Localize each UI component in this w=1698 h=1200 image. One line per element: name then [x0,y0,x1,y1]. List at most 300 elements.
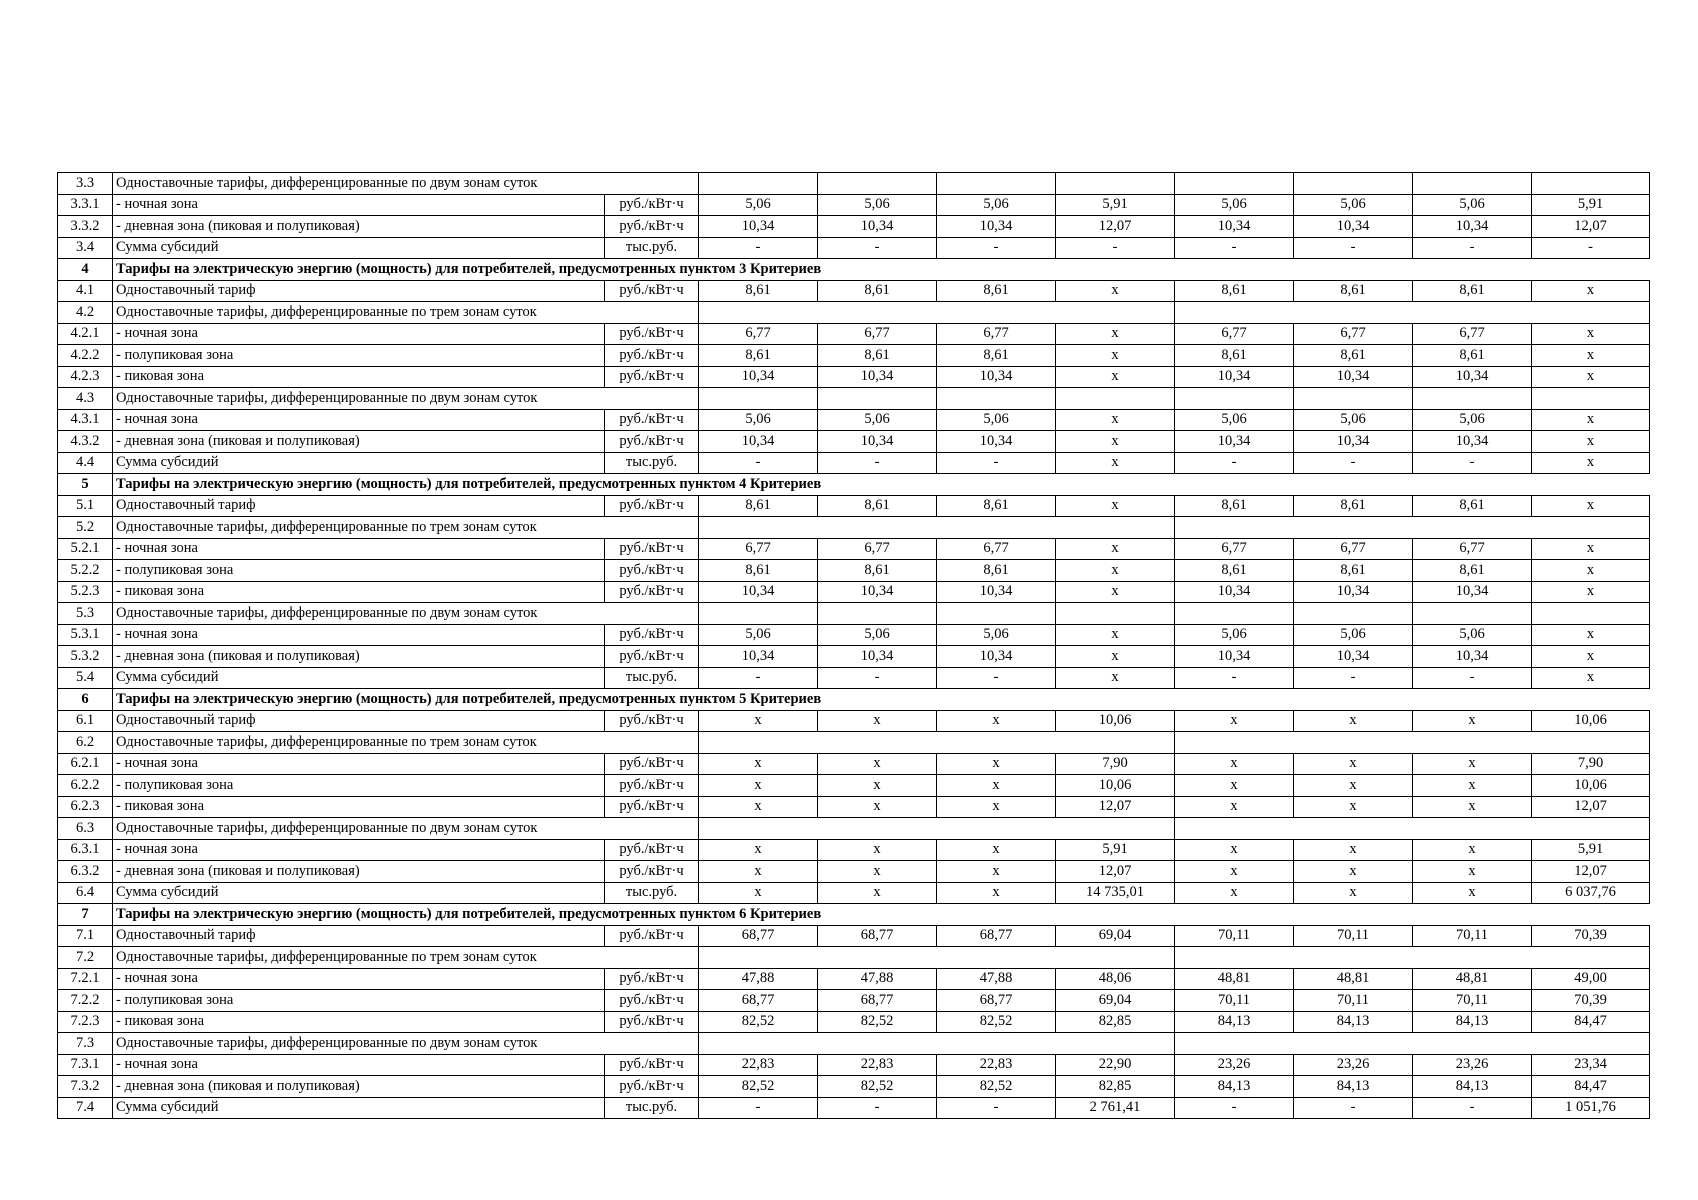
value-cell: 6,77 [818,538,937,560]
value-cell: - [937,667,1056,689]
row-number: 6.1 [58,710,113,732]
row-number: 5.2.3 [58,581,113,603]
value-cell: - [1175,452,1294,474]
value-cell: x [1532,345,1650,367]
row-label: - дневная зона (пиковая и полупиковая) [113,431,605,453]
value-cell: 68,77 [699,990,818,1012]
unit-cell: руб./кВт·ч [605,366,699,388]
value-cell: x [1532,646,1650,668]
value-cell: 49,00 [1532,968,1650,990]
row-number: 4.4 [58,452,113,474]
group-row [58,1033,1650,1055]
row-number: 5.1 [58,495,113,517]
empty-cell [699,173,818,195]
value-cell: 10,34 [937,216,1056,238]
value-cell: 8,61 [1413,560,1532,582]
row-label: - пиковая зона [113,581,605,603]
table-row [58,237,1650,259]
value-cell: x [1413,882,1532,904]
value-cell: - [818,237,937,259]
value-cell: 68,77 [818,925,937,947]
value-cell: - [699,452,818,474]
unit-cell: руб./кВт·ч [605,280,699,302]
value-cell: 10,34 [699,366,818,388]
value-cell: 10,34 [818,431,937,453]
value-cell: 10,06 [1056,710,1175,732]
group-title: Одноставочные тарифы, дифференцированные по трем зонам суток [113,302,699,324]
value-cell: x [818,839,937,861]
value-cell: 84,13 [1413,1076,1532,1098]
row-number: 4.3 [58,388,113,410]
empty-cell [1175,388,1294,410]
row-number: 3.3 [58,173,113,195]
row-number: 7.2 [58,947,113,969]
row-label: Сумма субсидий [113,452,605,474]
empty-cell [1413,603,1532,625]
row-number: 7.3.2 [58,1076,113,1098]
unit-cell: руб./кВт·ч [605,624,699,646]
value-cell: 70,11 [1413,990,1532,1012]
value-cell: 10,34 [1175,216,1294,238]
value-cell: 10,34 [937,431,1056,453]
value-cell: - [1413,452,1532,474]
row-label: - дневная зона (пиковая и полупиковая) [113,216,605,238]
value-cell: 10,34 [1294,366,1413,388]
value-cell: x [937,861,1056,883]
unit-cell: тыс.руб. [605,882,699,904]
value-cell: 7,90 [1056,753,1175,775]
value-cell: x [699,753,818,775]
table-row [58,1054,1650,1076]
row-number: 7.4 [58,1097,113,1119]
row-label: - пиковая зона [113,796,605,818]
value-cell: x [1294,710,1413,732]
unit-cell: руб./кВт·ч [605,581,699,603]
tariff-document [57,172,1649,1150]
value-cell: 6,77 [937,538,1056,560]
value-cell: 10,06 [1532,775,1650,797]
value-cell: 10,34 [1413,366,1532,388]
empty-cell [1175,732,1650,754]
value-cell: - [937,1097,1056,1119]
value-cell: 70,39 [1532,925,1650,947]
value-cell: 8,61 [937,280,1056,302]
row-label: - ночная зона [113,624,605,646]
empty-cell [699,732,1175,754]
value-cell: 12,07 [1532,861,1650,883]
group-row [58,517,1650,539]
value-cell: 10,06 [1532,710,1650,732]
value-cell: 23,26 [1175,1054,1294,1076]
unit-cell: руб./кВт·ч [605,968,699,990]
row-label: - ночная зона [113,323,605,345]
value-cell: 82,85 [1056,1076,1175,1098]
value-cell: 82,52 [699,1011,818,1033]
value-cell: x [1056,345,1175,367]
value-cell: x [1413,861,1532,883]
value-cell: 68,77 [699,925,818,947]
value-cell: x [1056,323,1175,345]
value-cell: 8,61 [818,495,937,517]
value-cell: x [1532,581,1650,603]
empty-cell [1532,603,1650,625]
row-number: 3.3.2 [58,216,113,238]
value-cell: x [1532,624,1650,646]
value-cell: 8,61 [1294,345,1413,367]
table-row [58,366,1650,388]
empty-cell [699,388,818,410]
value-cell: x [1056,280,1175,302]
value-cell: x [1413,710,1532,732]
row-label: - ночная зона [113,753,605,775]
unit-cell: руб./кВт·ч [605,753,699,775]
value-cell: 10,34 [699,216,818,238]
value-cell: x [699,775,818,797]
value-cell: x [1056,581,1175,603]
unit-cell: тыс.руб. [605,1097,699,1119]
value-cell: 5,06 [937,194,1056,216]
value-cell: 84,13 [1294,1076,1413,1098]
table-row [58,452,1650,474]
table-row [58,1076,1650,1098]
value-cell: 10,34 [1294,646,1413,668]
empty-cell [818,603,937,625]
value-cell: x [1413,839,1532,861]
value-cell: 84,47 [1532,1011,1650,1033]
empty-cell [937,173,1056,195]
value-cell: 5,06 [699,624,818,646]
group-title: Одноставочные тарифы, дифференцированные по трем зонам суток [113,732,699,754]
row-number: 5.3 [58,603,113,625]
unit-cell: руб./кВт·ч [605,1076,699,1098]
group-row [58,388,1650,410]
value-cell: 5,06 [1175,409,1294,431]
value-cell: 5,06 [937,409,1056,431]
value-cell: 82,85 [1056,1011,1175,1033]
group-row [58,732,1650,754]
value-cell: 82,52 [699,1076,818,1098]
value-cell: - [1175,1097,1294,1119]
value-cell: 12,07 [1532,216,1650,238]
value-cell: x [1294,839,1413,861]
row-label: - полупиковая зона [113,345,605,367]
row-label: - ночная зона [113,538,605,560]
value-cell: x [1294,753,1413,775]
value-cell: x [937,882,1056,904]
section-title: Тарифы на электрическую энергию (мощность) для потребителей, предусмотренных пунктом 4 Критериев [113,474,1650,496]
group-title: Одноставочные тарифы, дифференцированные по двум зонам суток [113,1033,699,1055]
empty-cell [699,818,1175,840]
value-cell: 10,34 [1413,581,1532,603]
value-cell: - [699,667,818,689]
row-number: 4.2.2 [58,345,113,367]
row-label: - дневная зона (пиковая и полупиковая) [113,861,605,883]
row-number: 6.2.2 [58,775,113,797]
value-cell: 5,06 [818,624,937,646]
value-cell: 5,06 [1413,194,1532,216]
unit-cell: руб./кВт·ч [605,431,699,453]
value-cell: 8,61 [1413,345,1532,367]
row-label: - полупиковая зона [113,560,605,582]
value-cell: 8,61 [1413,280,1532,302]
value-cell: 10,34 [1294,581,1413,603]
table-row [58,990,1650,1012]
value-cell: 70,11 [1413,925,1532,947]
value-cell: 8,61 [699,495,818,517]
table-row [58,925,1650,947]
value-cell: 5,06 [1175,624,1294,646]
value-cell: 10,34 [699,581,818,603]
group-title: Одноставочные тарифы, дифференцированные по трем зонам суток [113,947,699,969]
value-cell: 5,06 [818,194,937,216]
empty-cell [1294,388,1413,410]
row-number: 4 [58,259,113,281]
value-cell: - [937,452,1056,474]
empty-cell [1056,603,1175,625]
row-number: 4.3.1 [58,409,113,431]
value-cell: 48,81 [1294,968,1413,990]
row-number: 7 [58,904,113,926]
empty-cell [1056,173,1175,195]
value-cell: x [1056,409,1175,431]
value-cell: 70,11 [1175,925,1294,947]
row-number: 4.2.3 [58,366,113,388]
value-cell: x [1056,431,1175,453]
value-cell: 8,61 [1294,560,1413,582]
value-cell: 6,77 [1294,538,1413,560]
unit-cell: руб./кВт·ч [605,216,699,238]
table-row [58,280,1650,302]
row-number: 7.2.2 [58,990,113,1012]
value-cell: 5,06 [1413,624,1532,646]
table-row [58,646,1650,668]
value-cell: 10,34 [1175,431,1294,453]
row-label: - ночная зона [113,409,605,431]
value-cell: 6,77 [937,323,1056,345]
empty-cell [699,603,818,625]
unit-cell: руб./кВт·ч [605,194,699,216]
value-cell: 5,06 [1294,194,1413,216]
value-cell: - [818,452,937,474]
value-cell: 10,06 [1056,775,1175,797]
value-cell: 2 761,41 [1056,1097,1175,1119]
value-cell: 8,61 [699,560,818,582]
value-cell: 48,81 [1175,968,1294,990]
unit-cell: руб./кВт·ч [605,1054,699,1076]
empty-cell [1175,818,1650,840]
value-cell: x [1056,560,1175,582]
value-cell: 10,34 [1413,646,1532,668]
value-cell: 70,11 [1175,990,1294,1012]
value-cell: - [1294,452,1413,474]
value-cell: 8,61 [1175,495,1294,517]
value-cell: 5,06 [1294,624,1413,646]
value-cell: 8,61 [818,280,937,302]
value-cell: - [1413,1097,1532,1119]
row-label: - ночная зона [113,194,605,216]
value-cell: x [937,839,1056,861]
unit-cell: руб./кВт·ч [605,409,699,431]
value-cell: x [699,882,818,904]
group-row [58,173,1650,195]
empty-cell [699,1033,1175,1055]
value-cell: 5,06 [1294,409,1413,431]
value-cell: 8,61 [1175,280,1294,302]
value-cell: - [699,1097,818,1119]
value-cell: - [1056,237,1175,259]
table-row [58,624,1650,646]
value-cell: 8,61 [1175,560,1294,582]
section-title: Тарифы на электрическую энергию (мощность) для потребителей, предусмотренных пунктом 5 Критериев [113,689,1650,711]
value-cell: 6,77 [1413,538,1532,560]
empty-cell [1532,173,1650,195]
value-cell: x [1175,775,1294,797]
empty-cell [699,947,1175,969]
unit-cell: тыс.руб. [605,237,699,259]
value-cell: x [1056,452,1175,474]
value-cell: 6,77 [699,538,818,560]
empty-cell [1056,388,1175,410]
value-cell: 84,13 [1294,1011,1413,1033]
empty-cell [937,388,1056,410]
value-cell: - [1532,237,1650,259]
section-header-row [58,689,1650,711]
value-cell: 5,06 [937,624,1056,646]
value-cell: 82,52 [818,1076,937,1098]
value-cell: 47,88 [818,968,937,990]
value-cell: 84,13 [1413,1011,1532,1033]
value-cell: x [699,839,818,861]
value-cell: 82,52 [937,1076,1056,1098]
value-cell: x [1413,753,1532,775]
row-label: Одноставочный тариф [113,495,605,517]
table-row [58,753,1650,775]
value-cell: 84,13 [1175,1076,1294,1098]
value-cell: x [1056,538,1175,560]
row-number: 4.2.1 [58,323,113,345]
row-number: 7.3 [58,1033,113,1055]
group-title: Одноставочные тарифы, дифференцированные по двум зонам суток [113,173,699,195]
value-cell: 6,77 [1413,323,1532,345]
empty-cell [1175,947,1650,969]
group-row [58,818,1650,840]
value-cell: x [1532,560,1650,582]
unit-cell: руб./кВт·ч [605,775,699,797]
value-cell: x [937,710,1056,732]
value-cell: 8,61 [937,560,1056,582]
value-cell: x [1175,861,1294,883]
value-cell: - [1175,667,1294,689]
group-title: Одноставочные тарифы, дифференцированные по двум зонам суток [113,388,699,410]
value-cell: 22,83 [699,1054,818,1076]
row-number: 5.2 [58,517,113,539]
section-header-row [58,904,1650,926]
value-cell: 10,34 [1294,216,1413,238]
group-title: Одноставочные тарифы, дифференцированные по трем зонам суток [113,517,699,539]
unit-cell: руб./кВт·ч [605,1011,699,1033]
row-number: 4.1 [58,280,113,302]
value-cell: 8,61 [1175,345,1294,367]
value-cell: x [1056,646,1175,668]
value-cell: x [818,861,937,883]
value-cell: x [1413,796,1532,818]
section-header-row [58,259,1650,281]
value-cell: 84,13 [1175,1011,1294,1033]
empty-cell [1175,603,1294,625]
group-row [58,302,1650,324]
unit-cell: руб./кВт·ч [605,495,699,517]
value-cell: 5,06 [699,194,818,216]
value-cell: 10,34 [937,366,1056,388]
unit-cell: руб./кВт·ч [605,646,699,668]
unit-cell: руб./кВт·ч [605,710,699,732]
group-title: Одноставочные тарифы, дифференцированные по двум зонам суток [113,818,699,840]
value-cell: x [1175,710,1294,732]
value-cell: x [1294,796,1413,818]
value-cell: x [818,796,937,818]
value-cell: 10,34 [937,581,1056,603]
unit-cell: руб./кВт·ч [605,345,699,367]
table-row [58,667,1650,689]
row-number: 7.2.1 [58,968,113,990]
value-cell: 68,77 [937,925,1056,947]
row-number: 7.1 [58,925,113,947]
row-number: 6.4 [58,882,113,904]
value-cell: 8,61 [699,345,818,367]
value-cell: 10,34 [1175,581,1294,603]
value-cell: 12,07 [1056,796,1175,818]
table-row [58,495,1650,517]
group-title: Одноставочные тарифы, дифференцированные по двум зонам суток [113,603,699,625]
row-number: 4.2 [58,302,113,324]
value-cell: 70,39 [1532,990,1650,1012]
value-cell: - [937,237,1056,259]
value-cell: x [1532,431,1650,453]
row-number: 5.2.1 [58,538,113,560]
unit-cell: руб./кВт·ч [605,796,699,818]
value-cell: 8,61 [937,345,1056,367]
value-cell: 8,61 [1413,495,1532,517]
value-cell: 8,61 [818,560,937,582]
table-row [58,968,1650,990]
row-number: 5.3.1 [58,624,113,646]
value-cell: 5,06 [699,409,818,431]
value-cell: 69,04 [1056,925,1175,947]
unit-cell: тыс.руб. [605,452,699,474]
value-cell: 14 735,01 [1056,882,1175,904]
value-cell: - [1294,667,1413,689]
empty-cell [699,302,1175,324]
row-label: - ночная зона [113,1054,605,1076]
table-row [58,323,1650,345]
row-number: 3.3.1 [58,194,113,216]
empty-cell [937,603,1056,625]
value-cell: 10,34 [818,646,937,668]
value-cell: 1 051,76 [1532,1097,1650,1119]
row-number: 4.3.2 [58,431,113,453]
row-number: 6.3 [58,818,113,840]
row-number: 5.4 [58,667,113,689]
section-title: Тарифы на электрическую энергию (мощность) для потребителей, предусмотренных пунктом 6 Критериев [113,904,1650,926]
row-label: - пиковая зона [113,1011,605,1033]
section-header-row [58,474,1650,496]
unit-cell: руб./кВт·ч [605,925,699,947]
row-number: 5 [58,474,113,496]
value-cell: 5,91 [1532,194,1650,216]
value-cell: 8,61 [818,345,937,367]
row-label: Сумма субсидий [113,882,605,904]
value-cell: x [1294,861,1413,883]
